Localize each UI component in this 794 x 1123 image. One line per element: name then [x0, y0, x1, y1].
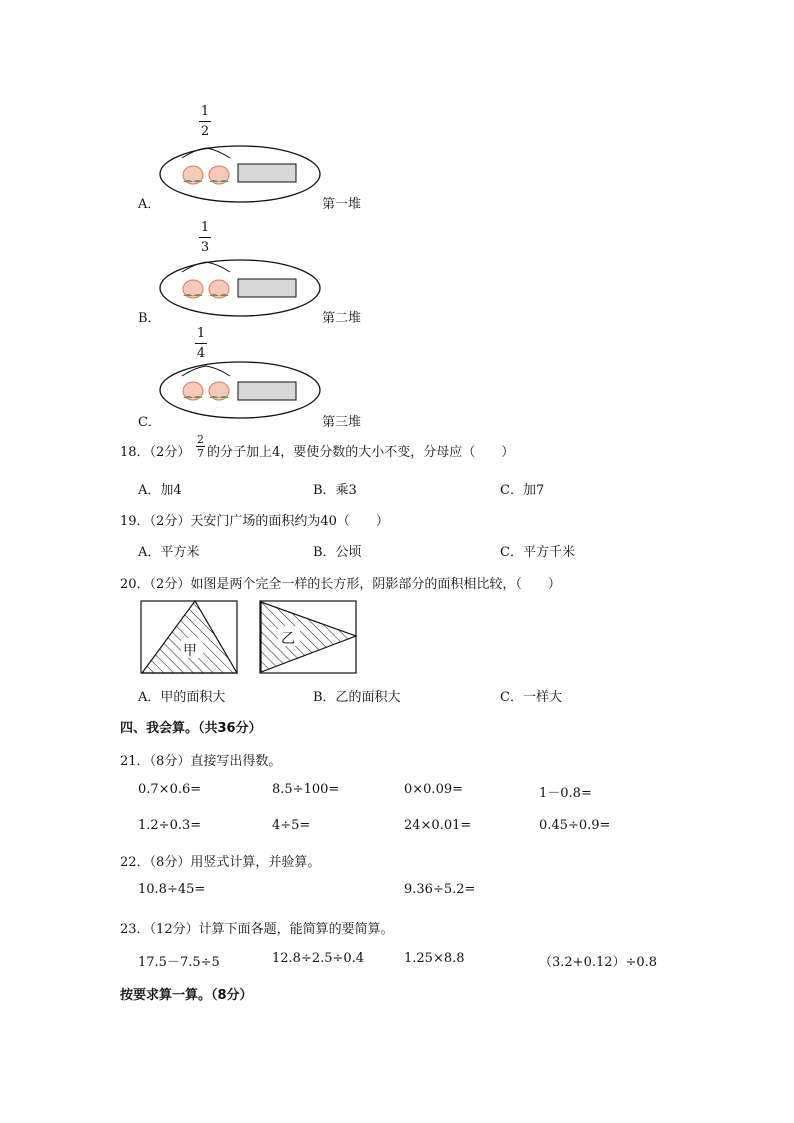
fraction-numerator: 1	[196, 326, 206, 341]
peach-icon	[209, 280, 229, 298]
q20-option-c[interactable]: C．一样大	[500, 690, 562, 705]
peach-pile-figure-b	[160, 256, 330, 322]
q19-option-a[interactable]: A．平方米	[138, 545, 200, 560]
q21-item: 1.2÷0.3=	[138, 818, 202, 833]
q21-item: 8.5÷100=	[272, 782, 340, 797]
section-title-4: 四、我会算。（共36分）	[120, 721, 262, 736]
fraction-numerator: 1	[200, 104, 210, 119]
q21-item: 0×0.09=	[404, 782, 464, 797]
peach-icon	[183, 382, 203, 400]
peach-pile-figure-c	[160, 360, 330, 426]
q23-item: 1.25×8.8	[404, 951, 465, 966]
q21-item: 24×0.01=	[404, 818, 472, 833]
fraction-denominator: 4	[196, 346, 206, 361]
q18-option-b[interactable]: B．乘3	[313, 483, 357, 498]
shaded-triangle-yi	[261, 602, 356, 672]
q23-item: 12.8÷2.5÷0.4	[272, 951, 365, 966]
q18-option-c[interactable]: C．加7	[500, 483, 545, 498]
section-title-5: 按要求算一算。（8分）	[120, 988, 253, 1003]
q20-label-yi: 乙	[281, 631, 295, 647]
option-label-b: B．	[138, 311, 161, 326]
fraction-c	[195, 326, 207, 361]
shaded-triangle-jia	[142, 601, 237, 673]
q22-item: 9.36÷5.2=	[404, 882, 476, 897]
q23-item: 17.5－7.5÷5	[138, 955, 220, 970]
q21-text: 21．（8分）直接写出得数。	[120, 754, 282, 769]
q23-item: （3.2+0.12）÷0.8	[539, 955, 658, 970]
blank-box	[238, 279, 296, 297]
q21-item: 0.45÷0.9=	[539, 818, 611, 833]
q19-option-b[interactable]: B．公顷	[313, 545, 362, 560]
q18-option-a[interactable]: A．加4	[138, 483, 182, 498]
q22-text: 22．（8分）用竖式计算，并验算。	[120, 855, 321, 870]
q21-item: 4÷5=	[272, 818, 311, 833]
q22-item: 10.8÷45=	[138, 882, 206, 897]
blank-box	[238, 164, 296, 182]
peach-icon	[183, 166, 203, 184]
option-label-a: A．	[138, 197, 161, 212]
q23-text: 23．（12分）计算下面各题，能简算的要简算。	[120, 922, 394, 937]
q20-option-a[interactable]: A．甲的面积大	[138, 690, 226, 705]
fraction-denominator: 7	[197, 447, 204, 460]
q19-option-c[interactable]: C．平方千米	[500, 545, 575, 560]
fraction-numerator: 1	[200, 220, 210, 235]
fraction-b	[199, 220, 211, 255]
q20-label-jia: 甲	[183, 643, 197, 659]
q18-prefix: 18．（2分）	[120, 445, 191, 460]
q21-item: 0.7×0.6=	[138, 782, 202, 797]
q20-option-b[interactable]: B．乙的面积大	[313, 690, 401, 705]
fraction-a	[199, 104, 211, 139]
q21-item: 1－0.8=	[539, 786, 592, 801]
fraction-numerator: 2	[197, 433, 204, 446]
fraction-denominator: 3	[200, 240, 210, 255]
fraction-denominator: 2	[200, 124, 210, 139]
peach-icon	[209, 166, 229, 184]
q20-figure	[140, 600, 360, 676]
q18-fraction	[196, 434, 205, 459]
q20-text: 20．（2分）如图是两个完全一样的长方形，阴影部分的面积相比较，（ ）	[120, 577, 561, 592]
q18-text: 的分子加上4，要使分数的大小不变，分母应（ ）	[207, 445, 515, 460]
q19-text: 19．（2分）天安门广场的面积约为40（ ）	[120, 514, 389, 529]
peach-icon	[209, 382, 229, 400]
blank-box	[238, 382, 296, 400]
option-label-c: C．	[138, 415, 161, 430]
pile-label-c: 第三堆	[322, 415, 362, 430]
peach-icon	[183, 280, 203, 298]
pile-label-a: 第一堆	[322, 197, 362, 212]
pile-label-b: 第二堆	[322, 311, 362, 326]
peach-pile-figure-a	[160, 142, 330, 208]
